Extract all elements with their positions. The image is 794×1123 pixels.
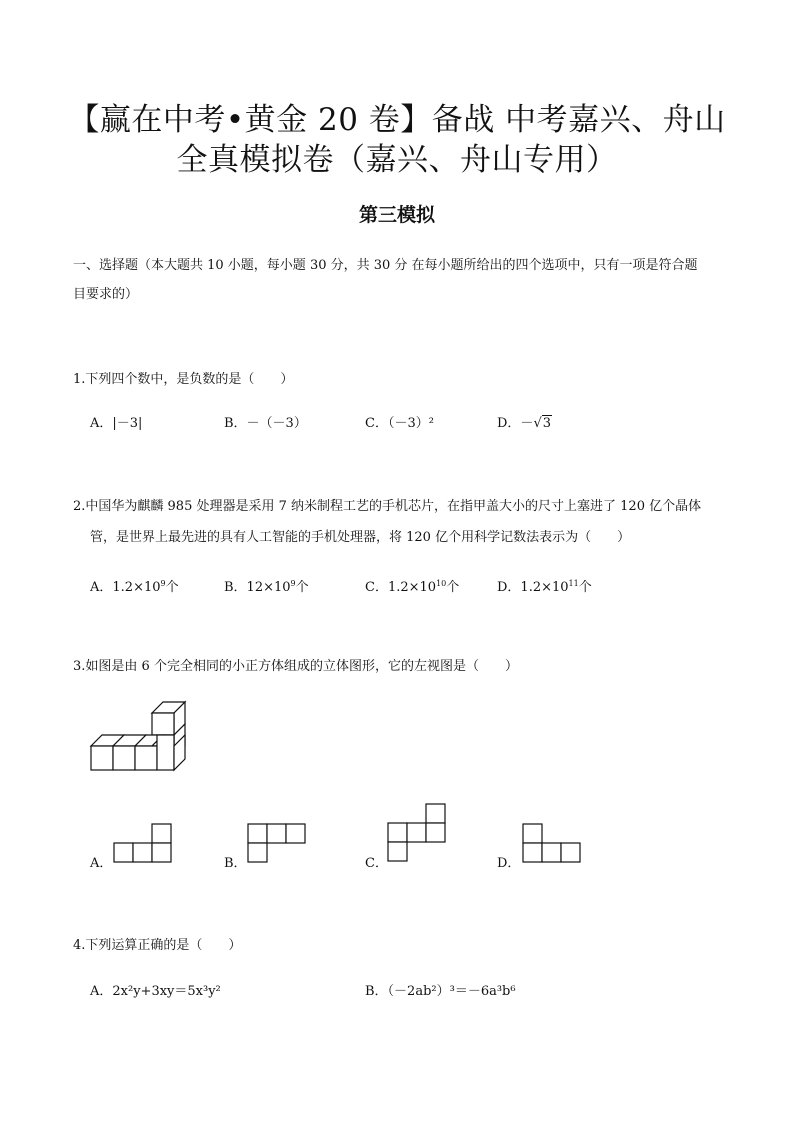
view-square bbox=[388, 842, 407, 861]
q1-stem: 1.下列四个数中，是负数的是（ ） bbox=[73, 372, 294, 387]
view-square bbox=[542, 843, 561, 862]
q1-option-c: C．（－3）² bbox=[365, 416, 434, 431]
q4-option-b: B．（－2ab²）³＝－6a³b⁶ bbox=[365, 984, 516, 999]
cube-front-face bbox=[152, 713, 174, 735]
view-square bbox=[152, 843, 171, 862]
q2-c-exponent: 10 bbox=[436, 579, 447, 588]
view-square bbox=[388, 823, 407, 842]
view-square bbox=[152, 824, 171, 843]
exam-title-line1: 【赢在中考•黄金 20 卷】备战 中考嘉兴、舟山 bbox=[68, 102, 726, 138]
q3-option-c-figure bbox=[386, 800, 456, 865]
q2-a-unit: 个 bbox=[165, 580, 179, 595]
q3-option-a-label: A． bbox=[90, 856, 113, 871]
q2-d-base: D．1.2×10 bbox=[497, 580, 569, 595]
q2-d-exponent: 11 bbox=[568, 579, 579, 588]
q2-option-a bbox=[90, 574, 179, 598]
q2-stem-line1: 2.中国华为麒麟 985 处理器是采用 7 纳米制程工艺的手机芯片，在指甲盖大小的尺寸上塞进了 120 亿个晶体 bbox=[73, 499, 702, 514]
q2-option-c bbox=[365, 574, 459, 598]
q3-option-d-figure bbox=[521, 820, 591, 865]
view-square bbox=[267, 824, 286, 843]
view-square bbox=[133, 843, 152, 862]
q2-a-base: A．1.2×10 bbox=[90, 580, 161, 595]
q4-option-a: A．2x²y+3xy＝5x³y² bbox=[90, 984, 221, 999]
q3-cube-figure bbox=[88, 700, 198, 780]
q2-b-exponent: 9 bbox=[290, 579, 296, 588]
exam-title-line2: 全真模拟卷（嘉兴、舟山专用） bbox=[176, 142, 618, 178]
cube-front-face bbox=[113, 746, 135, 770]
q2-a-exponent: 9 bbox=[160, 579, 166, 588]
section-instructions-line2: 目要求的） bbox=[73, 287, 139, 302]
view-square bbox=[426, 804, 445, 823]
q3-option-b-label: B． bbox=[224, 856, 247, 871]
q2-stem-line2: 管，是世界上最先进的具有人工智能的手机处理器，将 120 亿个用科学记数法表示为（ ） bbox=[90, 530, 631, 545]
q2-c-unit: 个 bbox=[446, 580, 460, 595]
q3-option-a-figure bbox=[112, 820, 182, 865]
view-square bbox=[286, 824, 305, 843]
sqrt-symbol: √3 bbox=[533, 416, 552, 431]
q1-option-b: B．－（－3） bbox=[224, 416, 307, 431]
q3-option-d-label: D． bbox=[497, 856, 521, 871]
cube-front-face bbox=[157, 735, 174, 770]
cube-front-face bbox=[135, 746, 157, 770]
q3-option-b-figure bbox=[246, 820, 316, 865]
view-square bbox=[407, 823, 426, 842]
section-instructions-line1: 一、选择题（本大题共 10 小题，每小题 30 分，共 30 分 在每小题所给出的四个选项中，只有一项是符合题 bbox=[73, 258, 698, 273]
view-square bbox=[561, 843, 580, 862]
view-square bbox=[248, 824, 267, 843]
q3-stem: 3.如图是由 6 个完全相同的小正方体组成的立体图形，它的左视图是（ ） bbox=[73, 659, 518, 674]
view-square bbox=[523, 824, 542, 843]
q2-option-b bbox=[224, 574, 309, 598]
q2-c-base: C．1.2×10 bbox=[365, 580, 437, 595]
view-square bbox=[248, 843, 267, 862]
q1-option-a: A．|－3| bbox=[90, 416, 143, 431]
view-square bbox=[114, 843, 133, 862]
q4-stem: 4.下列运算正确的是（ ） bbox=[73, 938, 242, 953]
q3-option-c-label: C． bbox=[365, 856, 388, 871]
q2-b-unit: 个 bbox=[295, 580, 309, 595]
q1-option-d bbox=[497, 414, 552, 434]
q2-b-base: B．12×10 bbox=[224, 580, 291, 595]
q2-option-d bbox=[497, 574, 592, 598]
view-square bbox=[426, 823, 445, 842]
q1-option-d-prefix: D．－ bbox=[497, 416, 534, 431]
q2-d-unit: 个 bbox=[578, 580, 592, 595]
q1-option-d-radicand: 3 bbox=[542, 416, 552, 431]
view-square bbox=[523, 843, 542, 862]
cube-front-face bbox=[91, 746, 113, 770]
exam-subtitle: 第三模拟 bbox=[358, 204, 435, 226]
